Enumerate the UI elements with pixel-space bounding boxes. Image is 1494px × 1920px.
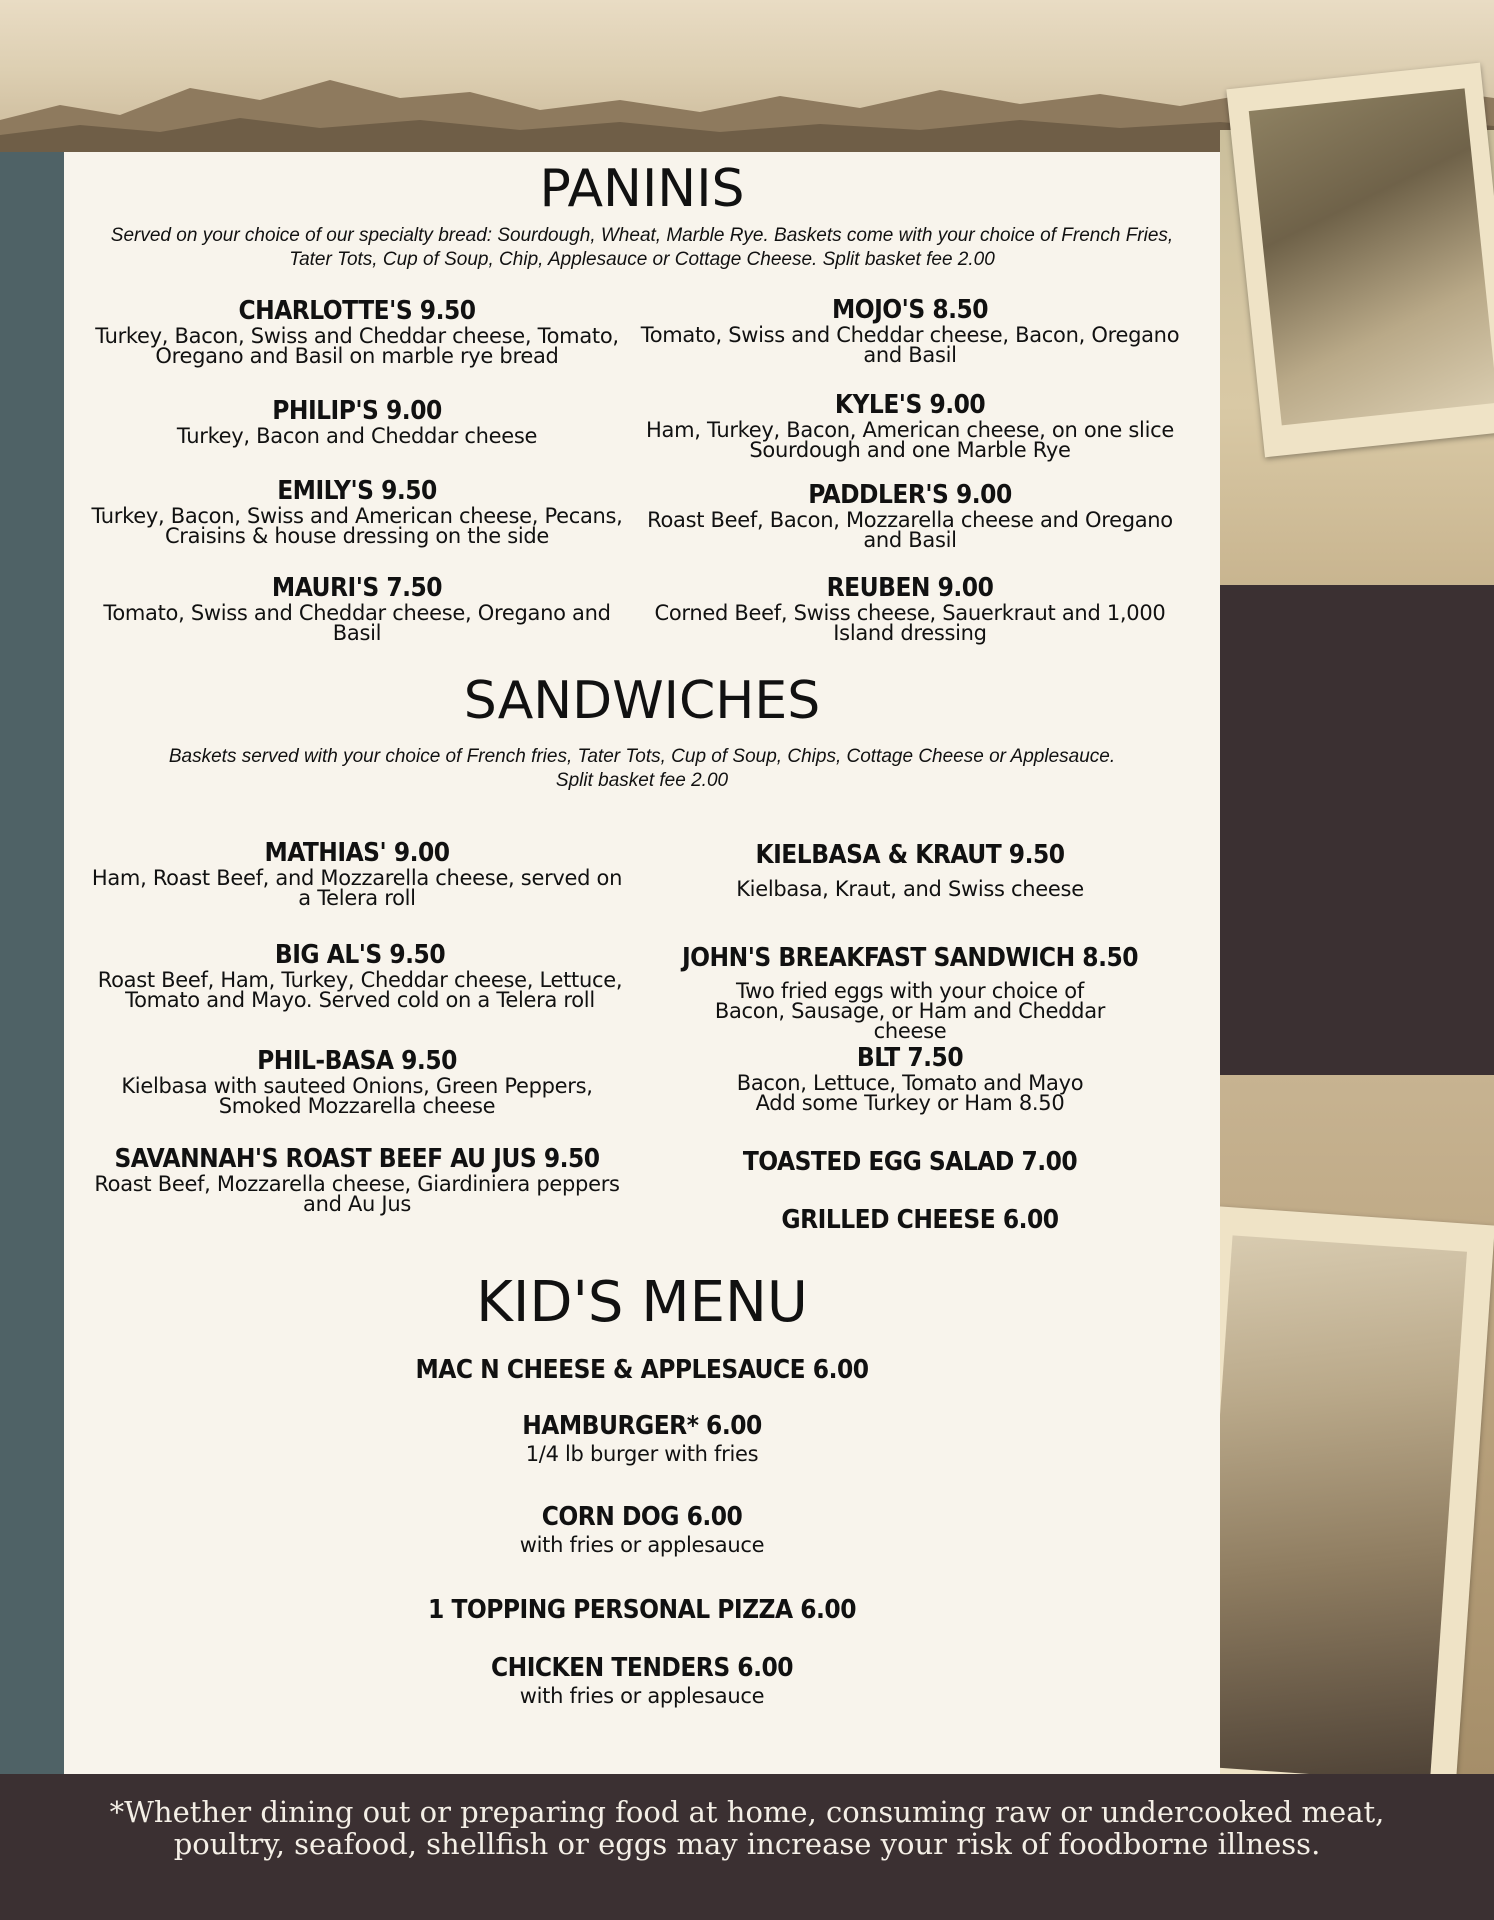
item-description: Corned Beef, Swiss cheese, Sauerkraut and 1,000 Island dressing xyxy=(654,601,1166,645)
item-description: Roast Beef, Bacon, Mozzarella cheese and Oregano and Basil xyxy=(647,508,1173,552)
item-name: PADDLER'S 9.00 xyxy=(808,480,1012,510)
item-description: 1/4 lb burger with fries xyxy=(525,1442,759,1466)
item-description: with fries or applesauce xyxy=(519,1684,765,1708)
item-description: Bacon, Lettuce, Tomato and Mayo xyxy=(736,1071,1084,1095)
menu-item xyxy=(64,1411,1220,1467)
item-name: PHILIP'S 9.00 xyxy=(272,396,442,426)
item-name: CHICKEN TENDERS 6.00 xyxy=(490,1653,794,1683)
menu-item xyxy=(84,396,630,446)
menu-item xyxy=(64,1595,1220,1625)
menu-item xyxy=(84,1144,630,1214)
menu-item xyxy=(84,296,630,366)
item-description: with fries or applesauce xyxy=(519,1533,765,1557)
menu-item xyxy=(80,940,640,1010)
vintage-photo-group xyxy=(1226,63,1494,458)
item-name: REUBEN 9.00 xyxy=(826,573,994,603)
menu-item xyxy=(630,573,1190,643)
item-name: TOASTED EGG SALAD 7.00 xyxy=(742,1147,1078,1177)
food-safety-disclaimer: *Whether dining out or preparing food at home, consuming raw or undercooked meat, poultry, seafood, shellfish or eggs may increase your risk of foodborne illness. xyxy=(109,1795,1385,1861)
menu-item xyxy=(84,838,630,908)
item-name: MATHIAS' 9.00 xyxy=(264,838,450,868)
item-name: MAURI'S 7.50 xyxy=(271,573,443,603)
item-description: Tomato, Swiss and Cheddar cheese, Oregano and Basil xyxy=(103,601,611,645)
menu-item xyxy=(630,390,1190,460)
item-name: BLT 7.50 xyxy=(856,1043,964,1073)
menu-item xyxy=(640,943,1180,1041)
sandwiches-title: SANDWICHES xyxy=(463,671,821,731)
dark-side-panel xyxy=(1220,585,1494,1080)
menu-item xyxy=(630,1147,1190,1177)
paninis-description: Served on your choice of our specialty bread: Sourdough, Wheat, Marble Rye. Baskets come with your choice of French Fries, Tater Tots, Cup of Soup, Chip, Applesauce or Cottage Cheese. Split basket fee 2.00 xyxy=(110,225,1174,270)
item-name: BIG AL'S 9.50 xyxy=(274,940,446,970)
item-description: Ham, Turkey, Bacon, American cheese, on one slice Sourdough and one Marble Rye xyxy=(646,418,1174,462)
menu-item xyxy=(630,840,1190,899)
menu-item xyxy=(64,1355,1220,1385)
item-description: Kielbasa with sauteed Onions, Green Peppers, Smoked Mozzarella cheese xyxy=(121,1074,593,1118)
menu-item xyxy=(630,480,1190,550)
menu-item xyxy=(630,1043,1190,1113)
item-description: Turkey, Bacon and Cheddar cheese xyxy=(176,424,538,448)
item-description-addon: Add some Turkey or Ham 8.50 xyxy=(755,1091,1065,1115)
item-name: CORN DOG 6.00 xyxy=(541,1502,743,1532)
item-name: HAMBURGER* 6.00 xyxy=(522,1411,762,1441)
item-description: Ham, Roast Beef, and Mozzarella cheese, served on a Telera roll xyxy=(91,866,623,910)
item-name: GRILLED CHEESE 6.00 xyxy=(781,1205,1059,1235)
item-description: Kielbasa, Kraut, and Swiss cheese xyxy=(736,877,1084,901)
paninis-title: PANINIS xyxy=(539,159,745,219)
footer-band xyxy=(0,1774,1494,1920)
item-name: SAVANNAH'S ROAST BEEF AU JUS 9.50 xyxy=(114,1144,600,1174)
item-name: MAC N CHEESE & APPLESAUCE 6.00 xyxy=(415,1355,869,1385)
menu-item xyxy=(630,295,1190,365)
item-name: PHIL-BASA 9.50 xyxy=(257,1046,457,1076)
left-side-strip xyxy=(0,152,64,1774)
item-name: 1 TOPPING PERSONAL PIZZA 6.00 xyxy=(428,1595,856,1625)
item-name: EMILY'S 9.50 xyxy=(277,476,437,506)
item-name: KIELBASA & KRAUT 9.50 xyxy=(755,840,1065,870)
item-description: Turkey, Bacon, Swiss and Cheddar cheese, Tomato, Oregano and Basil on marble rye bread xyxy=(95,324,619,368)
item-description: Turkey, Bacon, Swiss and American cheese, Pecans, Craisins & house dressing on the side xyxy=(91,504,623,548)
item-description: Tomato, Swiss and Cheddar cheese, Bacon, Oregano and Basil xyxy=(640,323,1180,367)
item-name: JOHN'S BREAKFAST SANDWICH 8.50 xyxy=(681,943,1139,973)
item-name: KYLE'S 9.00 xyxy=(834,390,986,420)
item-description: Two fried eggs with your choice of Bacon, Sausage, or Ham and Cheddar cheese xyxy=(714,979,1106,1043)
menu-item xyxy=(84,476,630,546)
menu-item xyxy=(64,1653,1220,1709)
menu-item xyxy=(84,1046,630,1116)
kids-menu-title: KID'S MENU xyxy=(476,1270,808,1335)
menu-item xyxy=(640,1205,1200,1235)
item-description: Roast Beef, Mozzarella cheese, Giardiniera peppers and Au Jus xyxy=(94,1172,620,1216)
sandwiches-description: Baskets served with your choice of French fries, Tater Tots, Cup of Soup, Chips, Cottage Cheese or Applesauce. Split basket fee 2.00 xyxy=(168,746,1116,791)
item-description: Roast Beef, Ham, Turkey, Cheddar cheese, Lettuce, Tomato and Mayo. Served cold on a Telera roll xyxy=(97,968,623,1012)
item-name: MOJO'S 8.50 xyxy=(831,295,989,325)
menu-item xyxy=(84,573,630,643)
menu-item xyxy=(64,1502,1220,1558)
item-name: CHARLOTTE'S 9.50 xyxy=(238,296,476,326)
